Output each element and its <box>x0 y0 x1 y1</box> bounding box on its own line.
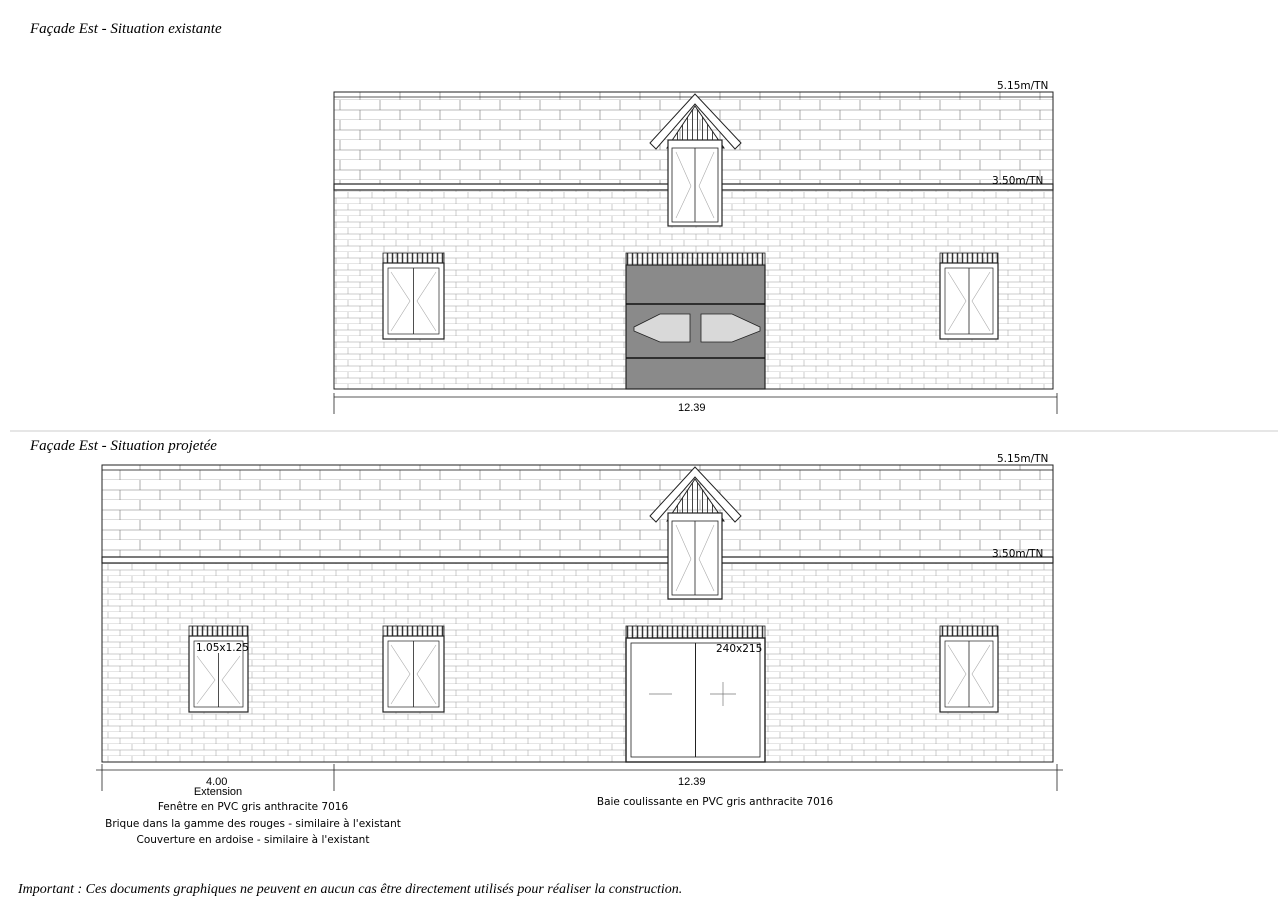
existing-window-left <box>383 253 444 339</box>
existing-level-top: 5.15m/TN <box>997 80 1049 92</box>
extension-note-1: Fenêtre en PVC gris anthracite 7016 <box>157 801 349 813</box>
extension-notes <box>105 801 401 846</box>
existing-garage-door <box>626 253 765 389</box>
extension-note-3: Couverture en ardoise - similaire à l'existant <box>136 834 370 846</box>
window-size-label: 1.05x1.25 <box>196 642 249 654</box>
existing-title: Façade Est - Situation existante <box>30 21 222 37</box>
projected-level-top: 5.15m/TN <box>997 453 1049 465</box>
extension-label: Extension <box>193 786 243 798</box>
baie-note: Baie coulissante en PVC gris anthracite 7016 <box>596 796 834 808</box>
projected-title: Façade Est - Situation projetée <box>30 438 217 454</box>
projected-roof <box>102 465 1053 557</box>
existing-window-right <box>940 253 998 339</box>
projected-window-right <box>940 626 998 712</box>
projected-facade <box>96 453 1063 846</box>
extension-dimension-label: 4.00 <box>206 776 228 788</box>
projected-level-mid: 3.50m/TN <box>992 548 1044 560</box>
projected-dimension-label: 12.39 <box>678 776 706 788</box>
footer-warning: Important : Ces documents graphiques ne peuvent en aucun cas être directement utilisés pour réaliser la construction. <box>18 882 683 897</box>
existing-dimension <box>334 393 1057 414</box>
existing-facade <box>334 80 1057 414</box>
existing-level-mid: 3.50m/TN <box>992 175 1044 187</box>
projected-window-left <box>383 626 444 712</box>
projected-sliding-bay <box>626 626 765 762</box>
extension-note-2: Brique dans la gamme des rouges - similaire à l'existant <box>105 818 401 830</box>
existing-dimension-label: 12.39 <box>678 402 706 414</box>
projected-window-extension <box>189 626 249 712</box>
baie-size-label: 240x215 <box>716 643 763 655</box>
projected-eave <box>102 557 1053 563</box>
